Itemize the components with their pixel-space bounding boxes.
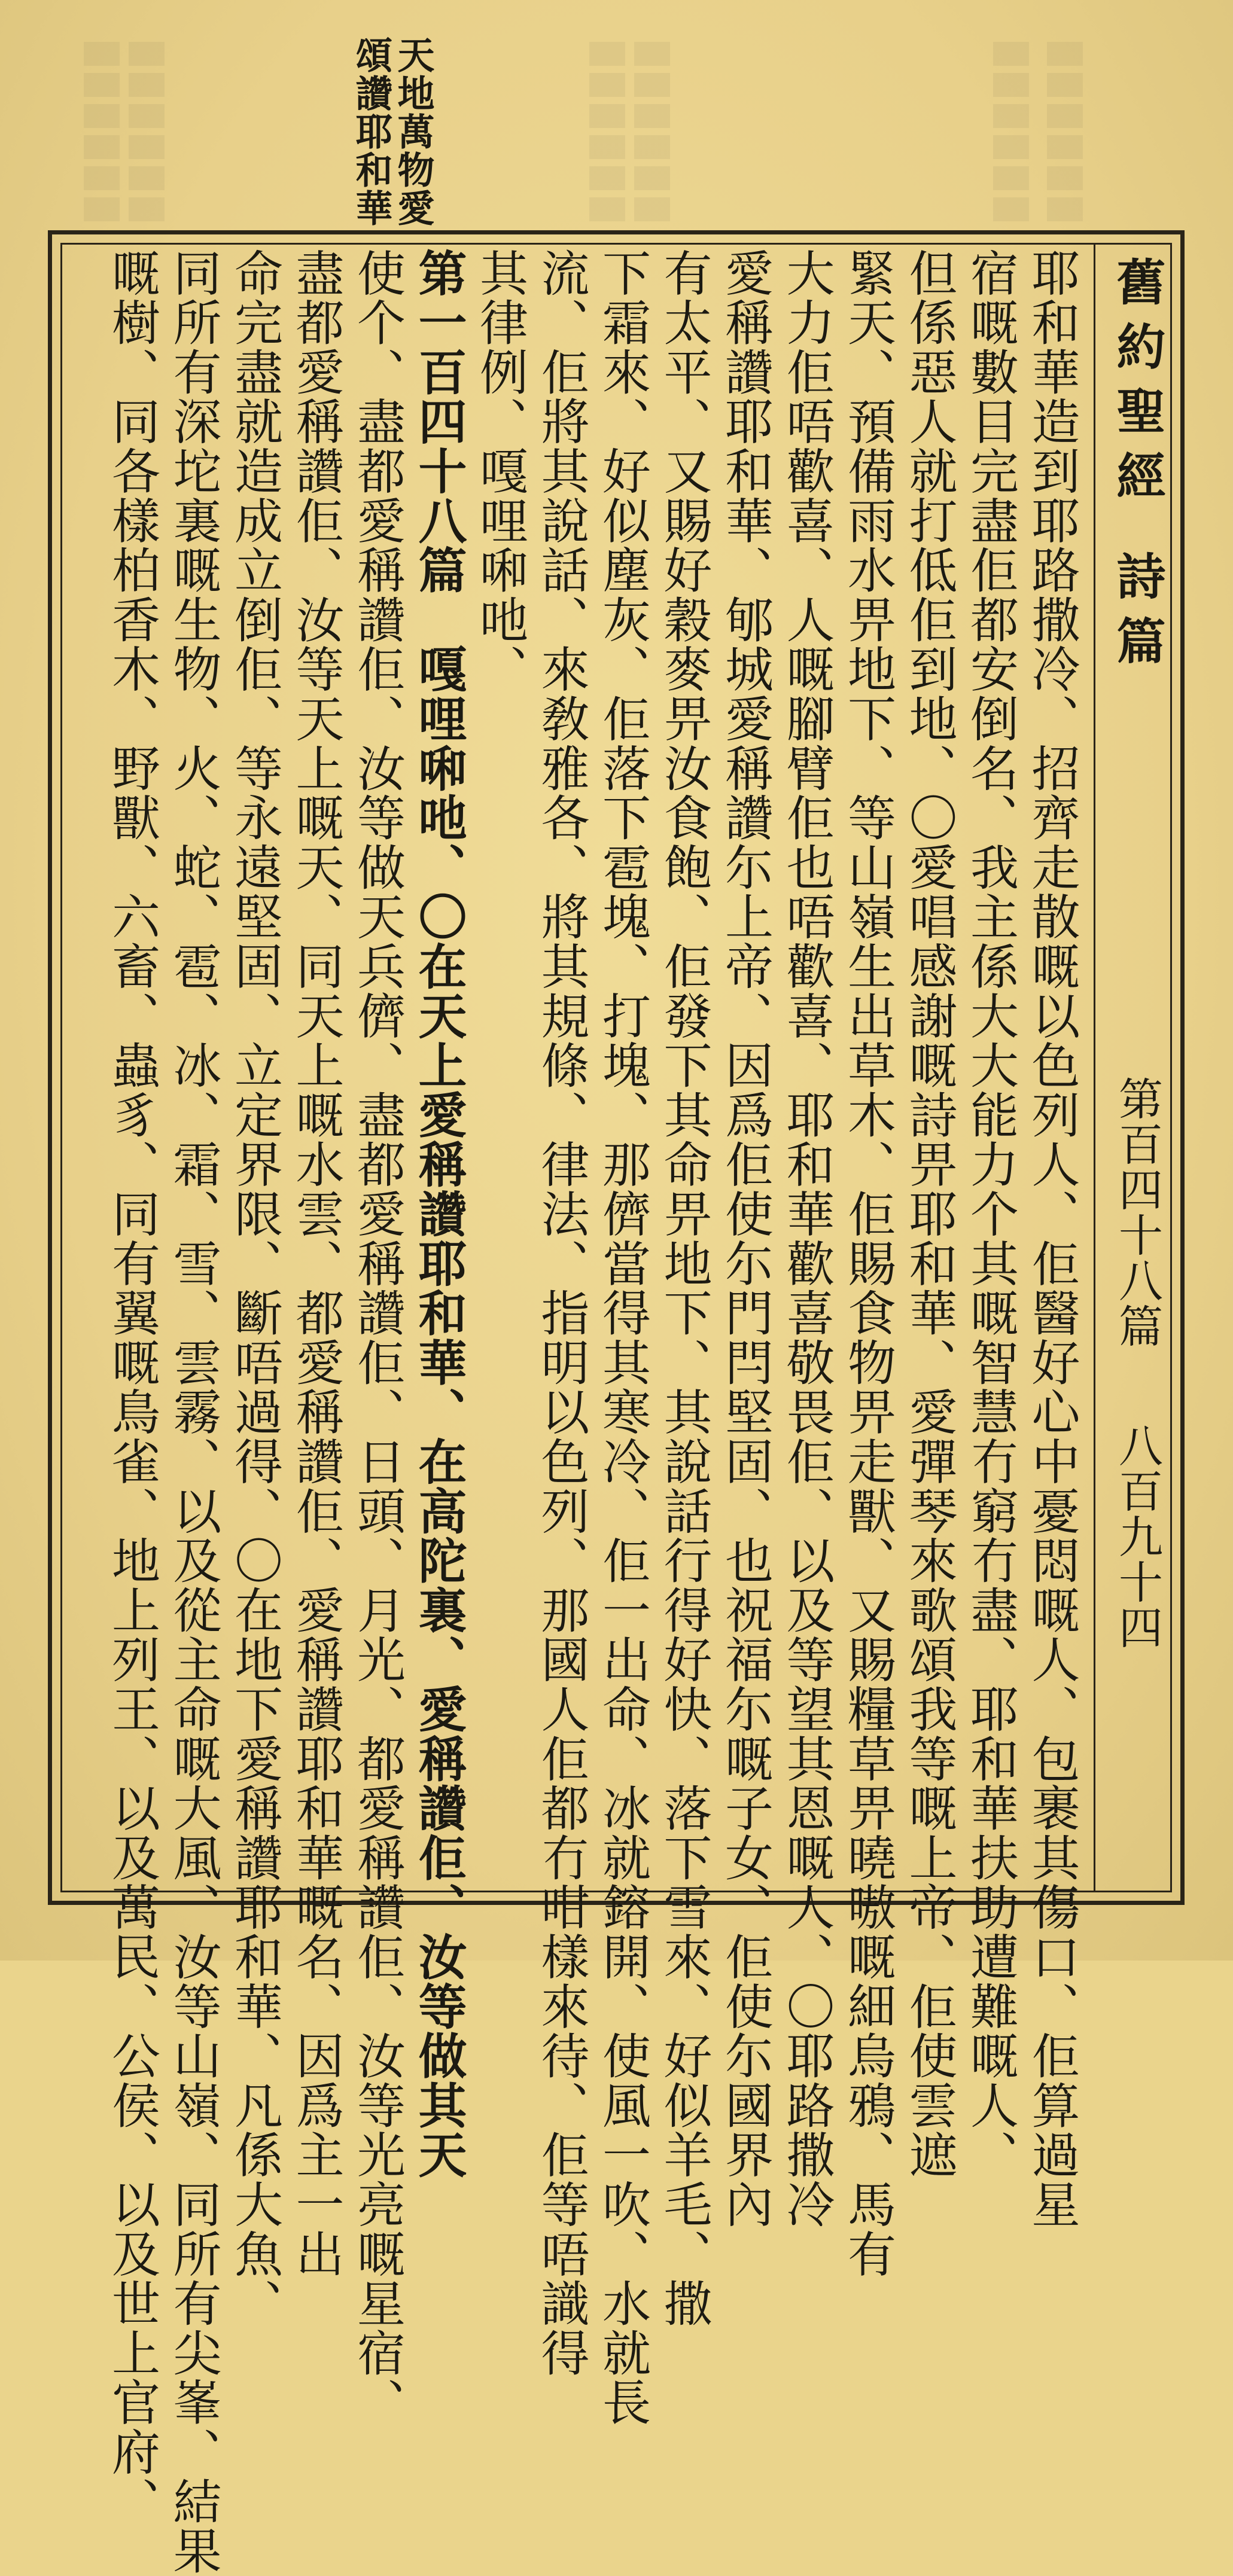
text-column: 宿嘅數目完盡佢都安倒名、我主係大大能力个其嘅智慧冇窮冇盡、耶和華扶助遭難嘅人、 [962,248,1019,2180]
bleed-through-text [84,42,120,221]
bleed-through-text [1047,42,1083,221]
text-column: 嘅樹、同各樣柏香木、野獸、六畜、蟲豸、同有翼嘅鳥雀、地上列王、以及萬民、公侯、以及世上官府、 [103,248,160,2526]
book-title: 舊約聖經 [1109,257,1166,515]
running-head-title [1095,257,1170,680]
running-head-column [1094,245,1170,1891]
text-column: 大力佢唔歡喜、人嘅腳臂佢也唔歡喜、耶和華歡喜敬畏佢、以及等望其恩嘅人、〇耶路撒冷 [778,248,835,2229]
body-text [62,245,1095,2576]
page-number: 八百九十四 [1112,1423,1163,1650]
text-column: 但係惡人就打低佢到地、〇愛唱感謝嘅詩畀耶和華、愛彈琴來歌頌我等嘅上帝、佢使雲遮 [901,248,957,2180]
text-column: 使个、盡都愛稱讚佢、汝等做天兵儕、盡都愛稱讚佢、日頭、月光、都愛稱讚佢、汝等光亮嘅星宿、 [349,248,406,2428]
header-note-line: 天地萬物愛 [391,36,435,227]
running-head-chapter: 第百四十八篇 [1112,1076,1163,1349]
chapter-heading-column: 第一百四十八篇 嘎哩啝吔、〇在天上愛稱讚耶和華、在高陀裏、愛稱讚佢、汝等做其天 [410,248,467,2180]
text-column: 流、佢將其說話、來敎雅各、將其規條、律法、指明以色列、那國人佢都冇咁樣來待、佢等唔識得 [533,248,589,2378]
bleed-through-text [993,42,1029,221]
text-column: 盡都愛稱讚佢、汝等天上嘅天、同天上嘅水雲、都愛稱讚佢、愛稱讚耶和華嘅名、因爲主一出 [288,248,344,2279]
text-column: 其律例、嘎哩啝吔、 [471,248,528,694]
header-note-line: 頌讚耶和華 [349,36,393,227]
text-column: 緊天、預備雨水畀地下、等山嶺生出草木、佢賜食物畀走獸、又賜糧草畀曉嗷嘅細烏鴉、馬有 [839,248,896,2279]
text-frame [48,230,1185,2576]
text-column: 耶和華造到耶路撒冷、招齊走散嘅以色列人、佢醫好心中憂悶嘅人、包裹其傷口、佢算過星 [1024,248,1080,2229]
bleed-through-text [589,42,625,221]
text-column: 有太平、又賜好穀麥畀汝食飽、佢發下其命畀地下、其說話行得好快、落下雪來、好似羊毛、撒 [656,248,712,2328]
bleed-through-text [634,42,670,221]
text-column: 同所有深坨裏嘅生物、火、蛇、雹、冰、霜、雪、雲霧、以及從主命嘅大風、汝等山嶺、同所有尖峯、結果 [165,248,221,2576]
text-column: 下霜來、好似塵灰、佢落下雹塊、打塊、那儕當得其寒冷、佢一出命、冰就鎔開、使風一吹、水就長 [594,248,651,2428]
text-column: 命完盡就造成立倒佢、等永遠堅固、立定界限、斷唔過得、〇在地下愛稱讚耶和華、凡係大魚、 [226,248,283,2328]
text-frame-inner [60,243,1172,2576]
section-title: 詩篇 [1109,551,1166,680]
margin-header-note [350,36,434,227]
text-column: 愛稱讚耶和華、郇城愛稱讚尓上帝、因爲佢使尓門閂堅固、也祝福尓嘅子女、佢使尓國界內 [717,248,774,2229]
bleed-through-text [129,42,165,221]
